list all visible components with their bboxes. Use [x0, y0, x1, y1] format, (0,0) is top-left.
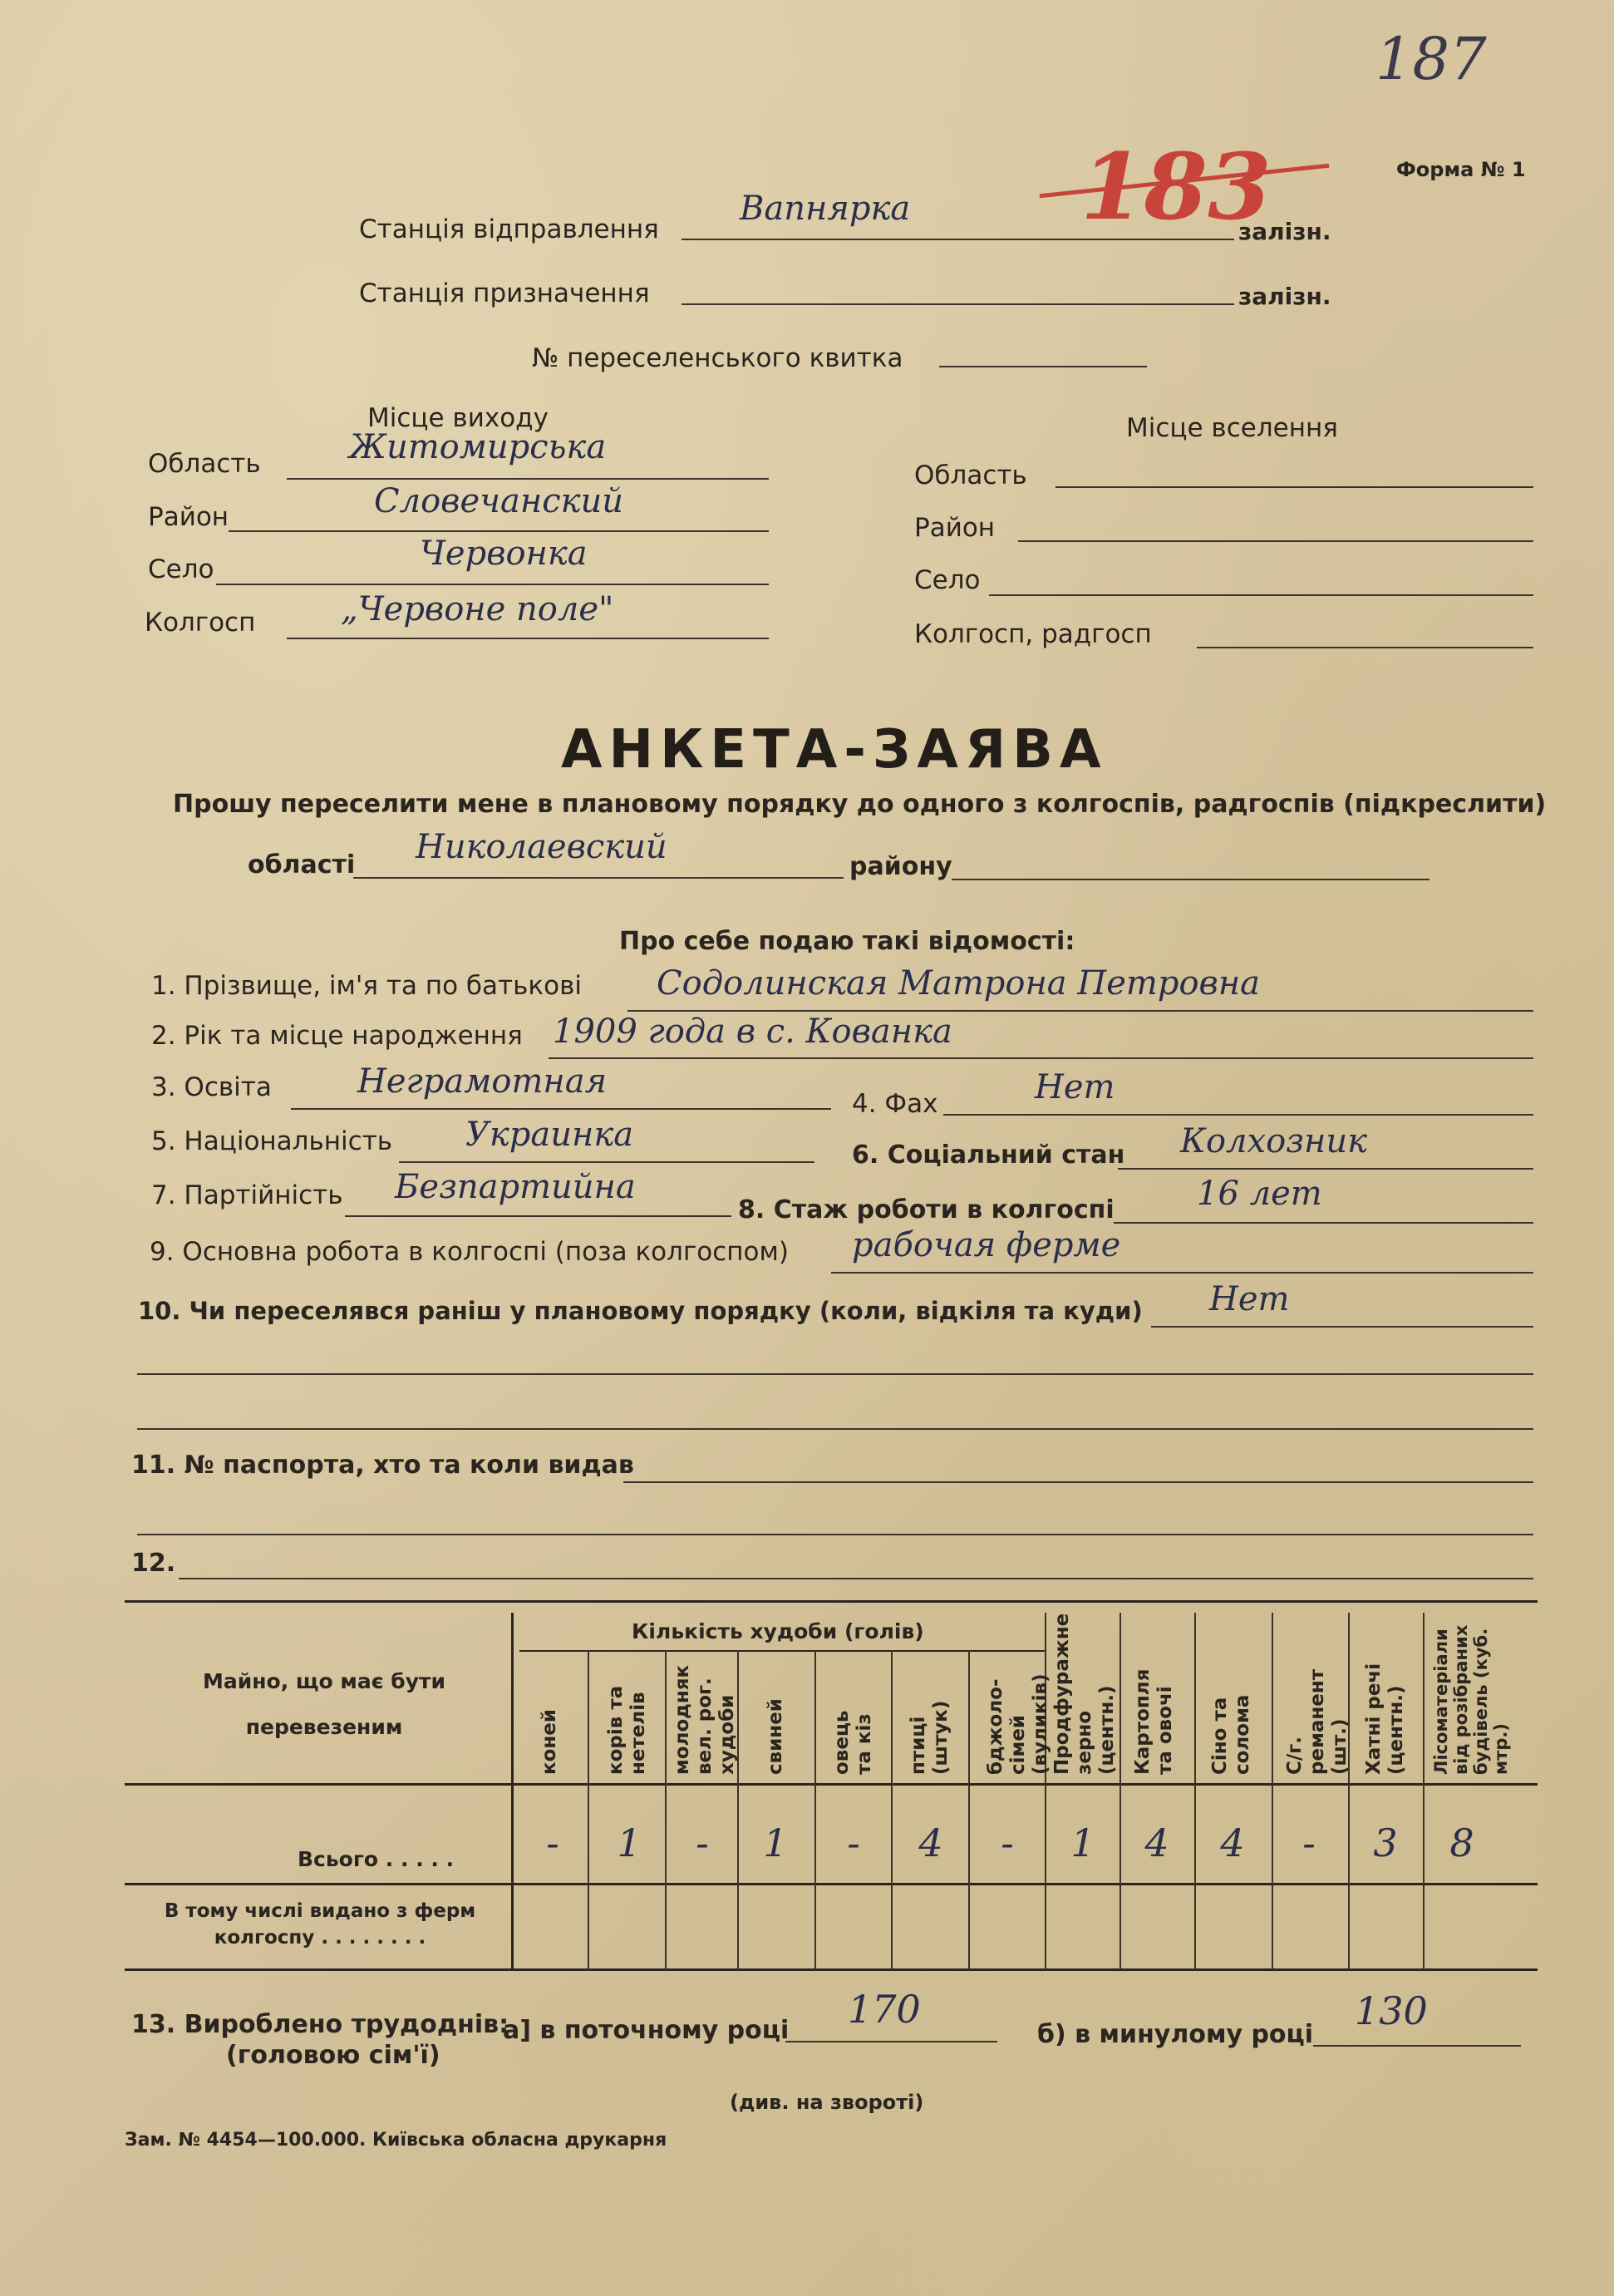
field-2-line	[549, 1057, 1533, 1059]
col-header-beehives: бджоло-сімей (вуликів)	[985, 1673, 1051, 1775]
field-2-value: 1909 года в с. Кованка	[553, 1013, 952, 1051]
field-7-value: Безпартийна	[395, 1168, 636, 1206]
field-3-value: Неграмотная	[357, 1062, 608, 1101]
table-top-border	[125, 1600, 1538, 1603]
settlement-kolhosp-label: Колгосп, радгосп	[914, 619, 1152, 649]
field-10-value: Нет	[1209, 1280, 1290, 1318]
origin-raion-label: Район	[148, 502, 229, 532]
workdays-label: 13. Вироблено трудоднів:	[131, 2010, 509, 2039]
total-grain: 1	[1070, 1821, 1095, 1865]
field-12-label: 12.	[131, 1549, 176, 1578]
field-4-value: Нет	[1035, 1068, 1115, 1106]
field-5-line	[399, 1161, 814, 1163]
col-header-household: Хатні речі (центн.)	[1363, 1663, 1407, 1775]
table-divider-main	[511, 1613, 514, 1970]
table-group-header: Кількість худоби (голів)	[632, 1619, 924, 1643]
total-timber: 8	[1449, 1821, 1474, 1865]
col-header-hay: Сіно та солома	[1209, 1694, 1253, 1775]
origin-selo-line	[216, 584, 769, 585]
col-header-potatoes: Картопля та овочі	[1132, 1668, 1176, 1775]
col-header-pigs: свиней	[765, 1698, 786, 1775]
settlement-raion-line	[1018, 540, 1533, 542]
group-header-border	[519, 1650, 1046, 1652]
field-6-value: Колхозник	[1180, 1122, 1367, 1160]
destination-label: Станція призначення	[359, 278, 650, 308]
field-5-value: Украинка	[465, 1116, 634, 1154]
request-line: Прошу переселити мене в плановому порядку до одного з колгоспів, радгоспів (підкреслити)	[173, 790, 1547, 819]
field-11-line-2	[137, 1534, 1533, 1535]
field-11-line	[623, 1481, 1533, 1483]
origin-raion-value: Словечанский	[374, 482, 623, 520]
total-sheep: -	[847, 1821, 860, 1865]
col-divider	[665, 1650, 667, 1970]
field-9-label: 9. Основна робота в колгоспі (поза колгоспом)	[150, 1237, 789, 1267]
total-row-label: Всього . . . . .	[298, 1847, 455, 1871]
col-header-equipment: С/г. реманент (шт.)	[1284, 1668, 1351, 1775]
workdays-previous-line	[1313, 2045, 1521, 2047]
field-1-value: Содолинская Матрона Петровна	[657, 964, 1261, 1003]
col-header-poultry: птиці (штук)	[908, 1700, 952, 1775]
field-10-label: 10. Чи переселявся раніш у плановому порядку (коли, відкіля та куди)	[138, 1297, 1143, 1325]
page-number: 187	[1375, 25, 1487, 93]
workdays-previous-value: 130	[1355, 1988, 1428, 2033]
col-header-grain: Продфуражне зерно (центн.)	[1051, 1613, 1118, 1775]
total-household: 3	[1373, 1821, 1398, 1865]
col-header-young-cattle: молодняк вел. рог. худоби	[672, 1664, 738, 1775]
field-11-label: 11. № паспорта, хто та коли видав	[131, 1451, 634, 1480]
col-divider	[968, 1650, 970, 1970]
rail-label-2: залізн.	[1238, 283, 1331, 310]
origin-selo-value: Червонка	[420, 535, 588, 573]
total-equipment: -	[1302, 1821, 1316, 1865]
about-heading: Про себе подаю такі відомості:	[619, 927, 1075, 956]
departure-value: Вапнярка	[740, 190, 911, 228]
field-3-line	[291, 1108, 831, 1110]
total-cows: 1	[617, 1821, 642, 1865]
ticket-line	[939, 366, 1147, 367]
total-poultry: 4	[918, 1821, 943, 1865]
settlement-kolhosp-line	[1197, 647, 1533, 648]
col-divider	[588, 1650, 589, 1970]
workdays-current-line	[785, 2041, 997, 2042]
origin-kolhosp-line	[287, 638, 769, 639]
oblasti-label: області	[248, 850, 356, 879]
origin-kolhosp-value: „Червоне поле"	[341, 590, 614, 628]
archive-number-stamp: 183	[1080, 133, 1272, 240]
col-header-cows: корів та нетелів	[605, 1685, 649, 1775]
settlement-oblast-line	[1055, 486, 1533, 488]
printer-note: Зам. № 4454—100.000. Київська обласна друкарня	[125, 2130, 667, 2151]
field-8-label: 8. Стаж роботи в колгоспі	[738, 1195, 1115, 1224]
oblasti-line	[353, 877, 844, 879]
raionu-line	[952, 879, 1429, 880]
field-4-label: 4. Фах	[852, 1089, 938, 1119]
workdays-sublabel: (головою сім'ї)	[226, 2041, 440, 2070]
total-hay: 4	[1220, 1821, 1245, 1865]
field-1-label: 1. Прізвище, ім'я та по батькові	[151, 971, 582, 1001]
field-10-line	[1151, 1326, 1533, 1328]
field-6-line	[1118, 1168, 1533, 1170]
workdays-previous-label: б) в минулому році	[1037, 2020, 1314, 2049]
col-header-horses: коней	[539, 1708, 560, 1775]
origin-kolhosp-label: Колгосп	[145, 608, 256, 638]
see-back-note: (див. на звороті)	[730, 2091, 924, 2114]
table-row-header: Майно, що має бути перевезеним	[202, 1669, 446, 1739]
field-6-label: 6. Соціальний стан	[852, 1141, 1125, 1170]
field-8-value: 16 лет	[1197, 1175, 1322, 1213]
settlement-heading: Місце вселення	[1126, 413, 1338, 443]
col-divider	[814, 1650, 816, 1970]
field-7-label: 7. Партійність	[151, 1180, 343, 1210]
table-header-border	[125, 1783, 1538, 1786]
col-header-timber: Лісоматеріали від розібраних будівель (куб. мтр.)	[1431, 1624, 1511, 1775]
total-pigs: 1	[763, 1821, 788, 1865]
settlement-oblast-label: Область	[914, 461, 1027, 490]
origin-oblast-label: Область	[148, 449, 261, 479]
raionu-label: району	[849, 852, 952, 881]
field-10-line-2	[137, 1373, 1533, 1375]
total-young-cattle: -	[696, 1821, 709, 1865]
settlement-selo-line	[989, 594, 1533, 596]
field-10-line-3	[137, 1428, 1533, 1430]
col-divider	[1194, 1613, 1196, 1970]
total-potatoes: 4	[1144, 1821, 1169, 1865]
col-divider	[1423, 1613, 1425, 1970]
settlement-selo-label: Село	[914, 565, 981, 595]
departure-label: Станція відправлення	[359, 214, 659, 244]
col-divider	[891, 1650, 893, 1970]
document-title: АНКЕТА-ЗАЯВА	[561, 719, 1108, 781]
field-12-line	[179, 1578, 1533, 1579]
origin-heading: Місце виходу	[367, 403, 549, 433]
destination-line	[682, 303, 1234, 305]
rail-label-1: залізн.	[1238, 218, 1331, 245]
field-4-line	[943, 1114, 1533, 1116]
table-bottom-border	[125, 1968, 1538, 1971]
workdays-current-value: 170	[848, 1987, 921, 2032]
form-label: Форма № 1	[1396, 158, 1526, 181]
field-9-value: рабочая ферме	[852, 1226, 1121, 1264]
field-5-label: 5. Національність	[151, 1126, 393, 1156]
origin-raion-line	[229, 530, 769, 532]
ticket-label: № переселенського квитка	[532, 343, 903, 373]
field-3-label: 3. Освіта	[151, 1072, 272, 1102]
field-9-line	[831, 1272, 1533, 1274]
col-divider	[1119, 1613, 1121, 1970]
oblasti-value: Николаевский	[416, 828, 667, 866]
total-beehives: -	[1001, 1821, 1014, 1865]
workdays-current-label: а] в поточному році	[503, 2016, 790, 2045]
settlement-raion-label: Район	[914, 513, 996, 543]
farm-row-label: В тому числі видано з ферм колгоспу . . . . . . . .	[164, 1900, 476, 1949]
col-header-sheep: овець та кіз	[831, 1710, 875, 1775]
origin-selo-label: Село	[148, 554, 214, 584]
total-horses: -	[546, 1821, 559, 1865]
field-8-line	[1114, 1222, 1533, 1224]
departure-line	[682, 239, 1234, 240]
table-total-border	[125, 1883, 1538, 1885]
col-divider	[1272, 1613, 1273, 1970]
field-2-label: 2. Рік та місце народження	[151, 1021, 523, 1051]
field-7-line	[345, 1215, 731, 1217]
origin-oblast-line	[287, 478, 769, 480]
field-1-line	[627, 1010, 1533, 1012]
origin-oblast-value: Житомирська	[349, 428, 607, 466]
